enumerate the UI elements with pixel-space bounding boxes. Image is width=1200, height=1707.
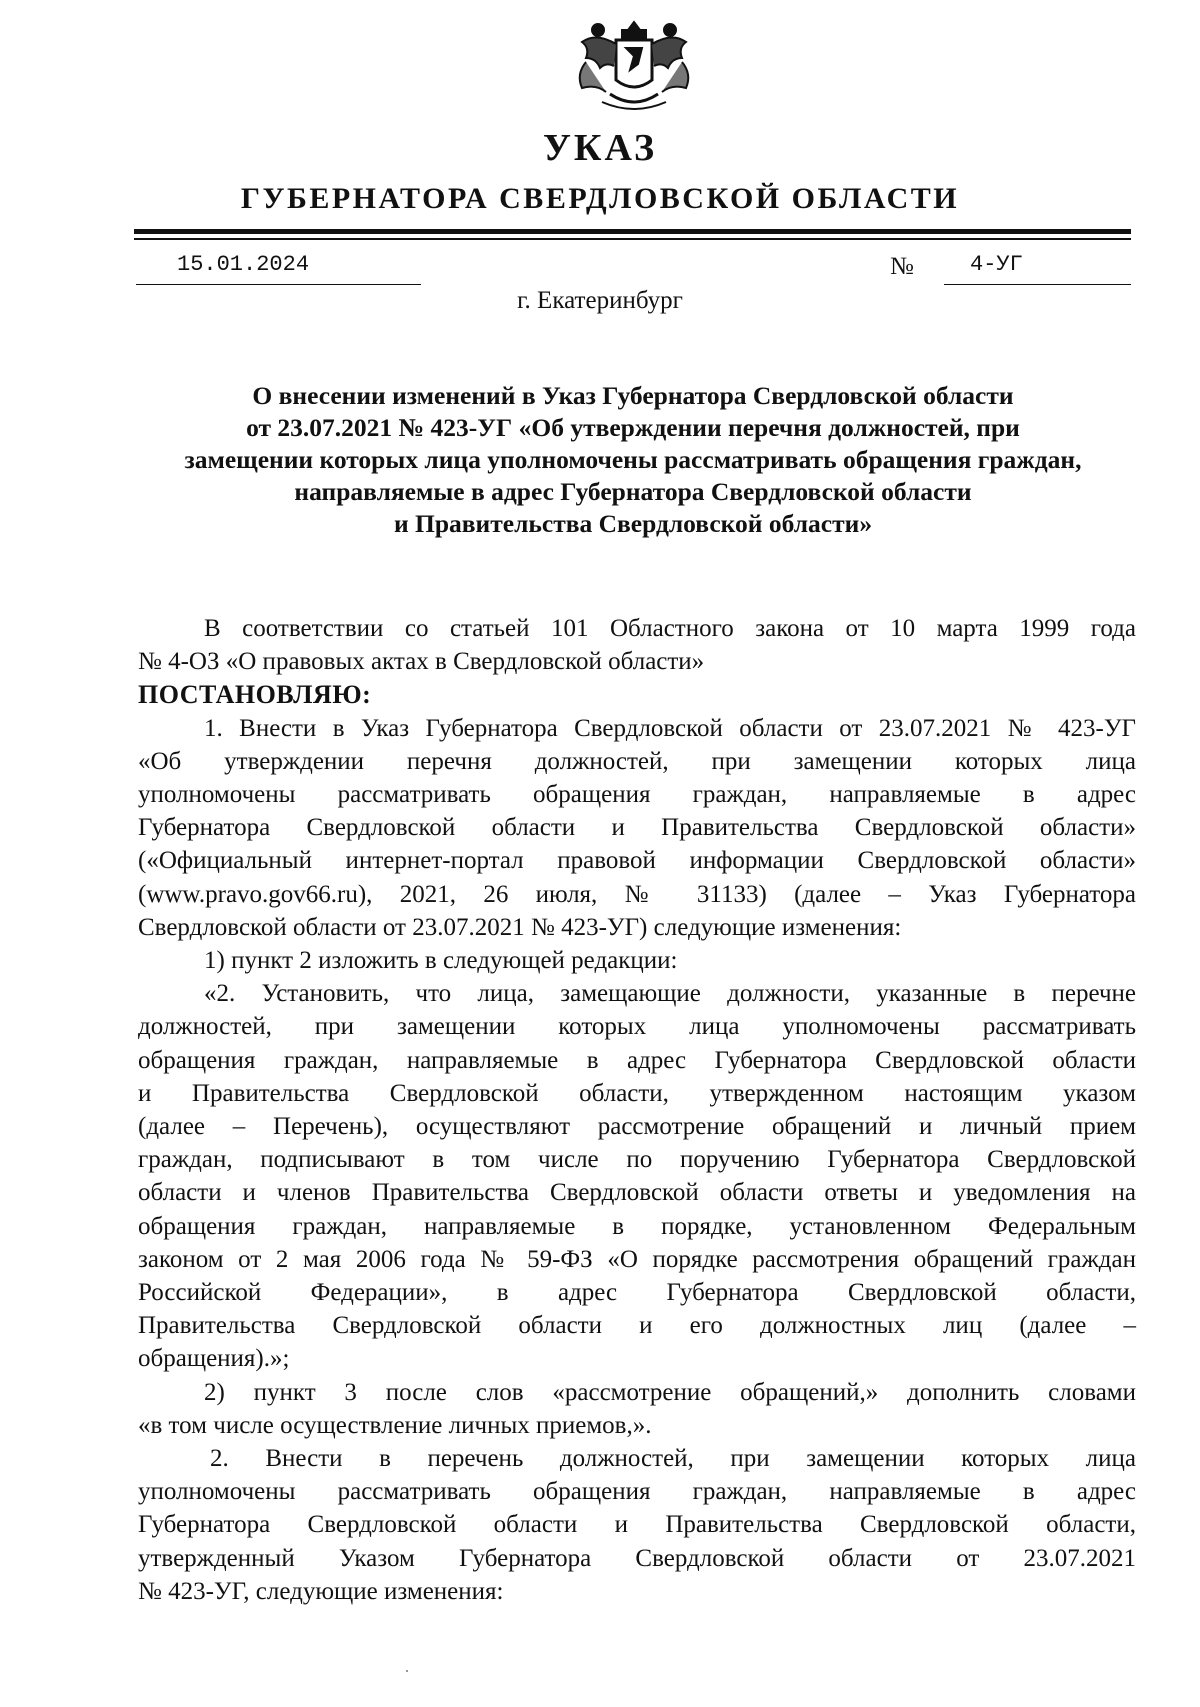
paragraph-1-line: («Официальный интернет-портал правовой информации Свердловской области» bbox=[138, 847, 1136, 875]
decree-word: ПОСТАНОВЛЯЮ: bbox=[138, 680, 372, 710]
quote-line: «2. Установить, что лица, замещающие должности, указанные в перечне bbox=[204, 980, 1136, 1008]
city-name: г. Екатеринбург bbox=[517, 287, 683, 314]
quote-line: Правительства Свердловской области и его должностных лиц (далее – bbox=[138, 1312, 1136, 1340]
heading-line: О внесении изменений в Указ Губернатора Свердловской области bbox=[252, 381, 1014, 410]
preamble-line: № 4-ОЗ «О правовых актах в Свердловской области» bbox=[138, 648, 705, 676]
paragraph-1-line: 1. Внести в Указ Губернатора Свердловской области от 23.07.2021 № 423-УГ bbox=[204, 714, 1136, 742]
quote-line: обращения граждан, направляемые в порядке, установленном Федеральным bbox=[138, 1212, 1136, 1240]
quote-line: области и членов Правительства Свердловской области ответы и уведомления на bbox=[138, 1179, 1136, 1207]
heading-line: и Правительства Свердловской области» bbox=[393, 509, 873, 538]
decree-number: 4-УГ bbox=[970, 252, 1023, 277]
heading-line: направляемые в адрес Губернатора Свердловской области bbox=[294, 477, 972, 506]
quote-line: Российской Федерации», в адрес Губернатора Свердловской области, bbox=[138, 1279, 1136, 1307]
paragraph-2-line: утвержденный Указом Губернатора Свердловской области от 23.07.2021 bbox=[138, 1544, 1136, 1572]
quote-line: обращения граждан, направляемые в адрес Губернатора Свердловской области bbox=[138, 1046, 1136, 1074]
quote-line: и Правительства Свердловской области, утвержденном настоящим указом bbox=[138, 1079, 1136, 1107]
heading-line: замещении которых лица уполномочены рассматривать обращения граждан, bbox=[184, 445, 1082, 474]
paragraph-2-line: 2. Внести в перечень должностей, при замещении которых лица bbox=[210, 1445, 1136, 1473]
paragraph-2-line: Губернатора Свердловской области и Правительства Свердловской области, bbox=[138, 1511, 1136, 1539]
paragraph-1-line: уполномочены рассматривать обращения граждан, направляемые в адрес bbox=[138, 781, 1136, 809]
coat-of-arms-emblem bbox=[566, 18, 702, 116]
heading-line: от 23.07.2021 № 423-УГ «Об утверждении перечня должностей, при bbox=[246, 413, 1020, 442]
document-issuer: ГУБЕРНАТОРА СВЕРДЛОВСКОЙ ОБЛАСТИ bbox=[240, 182, 960, 215]
header-rule-thin bbox=[134, 238, 1131, 240]
paragraph-2-line: уполномочены рассматривать обращения граждан, направляемые в адрес bbox=[138, 1478, 1136, 1506]
date-field bbox=[136, 252, 421, 285]
number-field bbox=[944, 252, 1131, 285]
quote-line: граждан, подписывают в том числе по поручению Губернатора Свердловской bbox=[138, 1146, 1136, 1174]
quote-line: (далее – Перечень), осуществляют рассмотрение обращений и личный прием bbox=[138, 1113, 1136, 1141]
subitem-2-line: 2) пункт 3 после слов «рассмотрение обращений,» дополнить словами bbox=[204, 1378, 1136, 1406]
decree-date: 15.01.2024 bbox=[177, 252, 310, 277]
paragraph-1-line: Свердловской области от 23.07.2021 № 423-УГ) следующие изменения: bbox=[138, 913, 902, 941]
paragraph-1-line: Губернатора Свердловской области и Правительства Свердловской области» bbox=[138, 814, 1136, 842]
scan-speck bbox=[406, 1670, 408, 1672]
quote-line: должностей, при замещении которых лица уполномочены рассматривать bbox=[138, 1013, 1136, 1041]
subitem-1-line: 1) пункт 2 изложить в следующей редакции: bbox=[204, 947, 678, 975]
paragraph-2-line: № 423-УГ, следующие изменения: bbox=[138, 1577, 504, 1605]
header-rule-thick bbox=[134, 229, 1131, 234]
decree-body bbox=[138, 612, 1136, 1608]
document-title: УКАЗ bbox=[543, 127, 657, 169]
quote-line: законом от 2 мая 2006 года № 59-ФЗ «О порядке рассмотрения обращений граждан bbox=[138, 1245, 1136, 1273]
subitem-2-line: «в том числе осуществление личных приемов,». bbox=[138, 1411, 652, 1439]
decree-heading bbox=[120, 380, 1146, 540]
number-sign: № bbox=[890, 253, 914, 280]
preamble-line: В соответствии со статьей 101 Областного закона от 10 марта 1999 года bbox=[204, 615, 1136, 642]
quote-line: обращения).»; bbox=[138, 1345, 290, 1373]
paragraph-1-line: (www.pravo.gov66.ru), 2021, 26 июля, № 31133) (далее – Указ Губернатора bbox=[138, 880, 1136, 908]
paragraph-1-line: «Об утверждении перечня должностей, при замещении которых лица bbox=[138, 747, 1136, 775]
